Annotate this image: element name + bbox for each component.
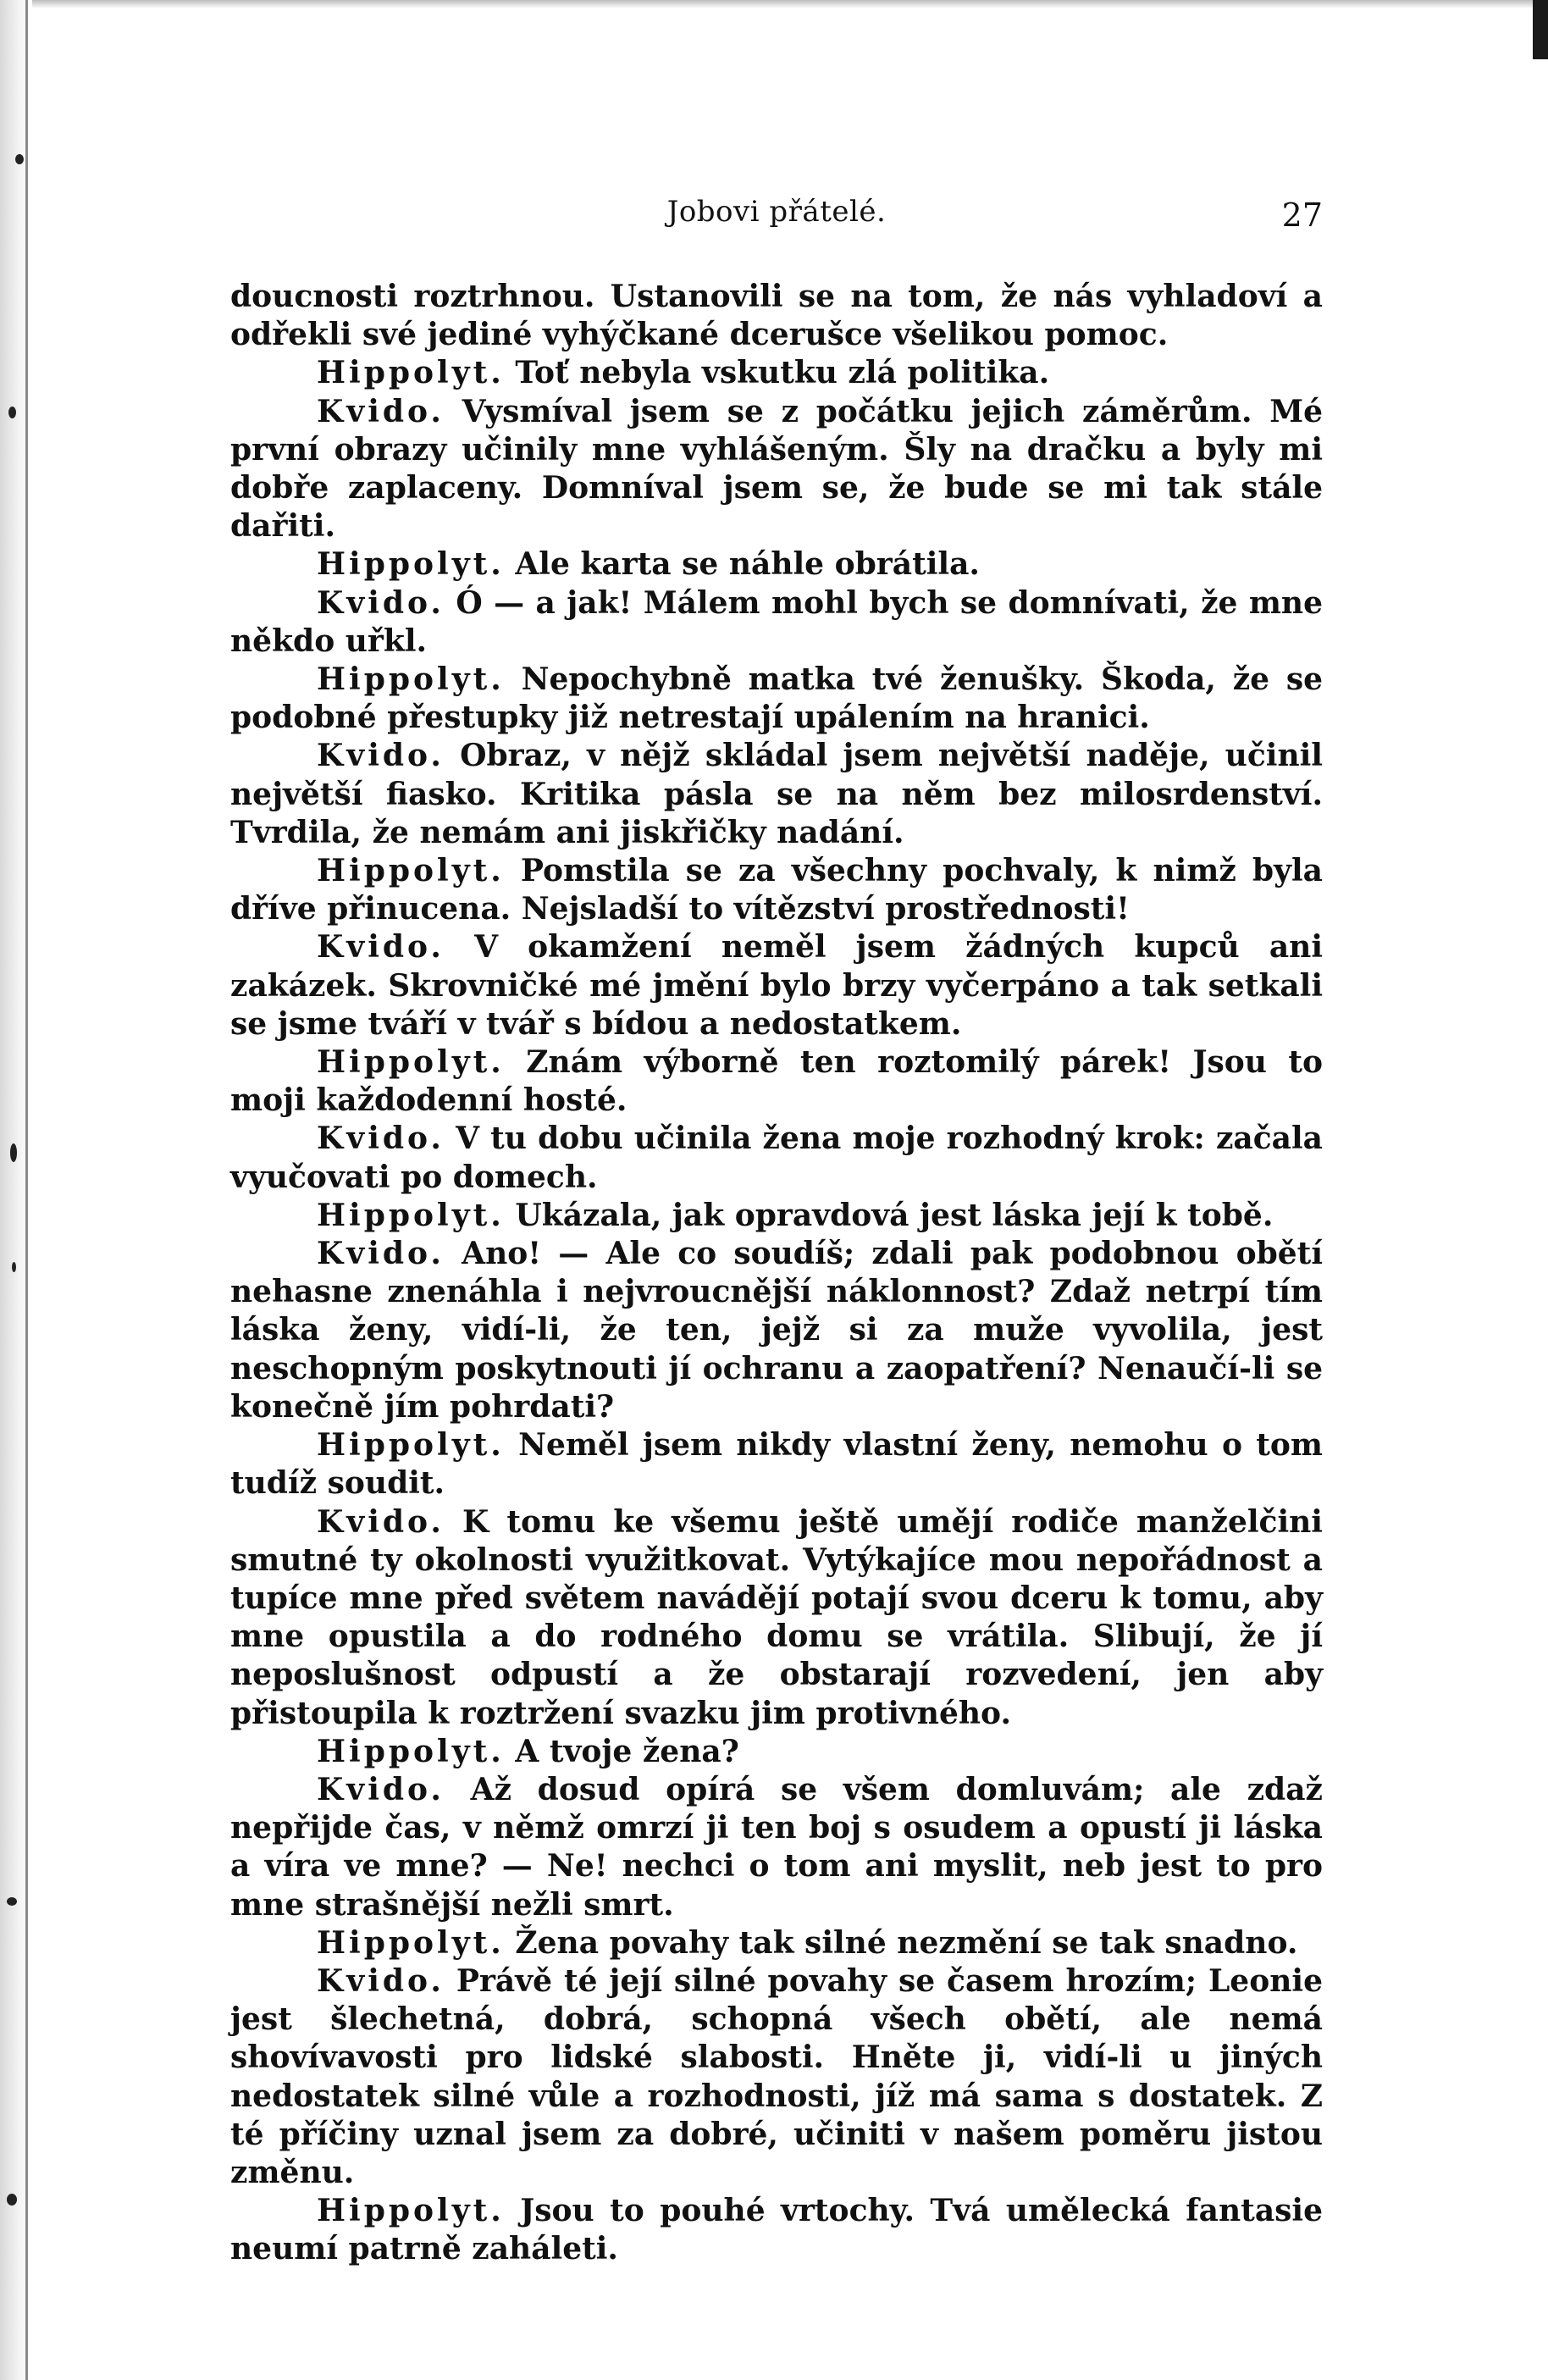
speaker-name: Hippolyt. [317,853,505,889]
scan-speck [10,1143,17,1162]
scan-speck [15,154,24,164]
scan-speck [7,1897,17,1906]
speaker-name: Hippolyt. [317,2193,505,2229]
dialogue-paragraph [230,1733,1323,1771]
dialogue-paragraph [230,2192,1323,2268]
paragraph-text: Ale karta se náhle obrátila. [515,546,980,583]
page-header [230,191,1323,234]
paragraph-text: doucnosti roztrhnou. Ustanovili se na tom, že nás vyhladoví a odřekli své jediné vyhýčkané dcerušce všelikou pomoc. [230,279,1323,353]
paragraph-text: Žena povahy tak silné nezmění se tak snadno. [515,1924,1298,1961]
speaker-name: Hippolyt. [317,1044,505,1081]
speaker-name: Kvido. [317,1962,445,1999]
speaker-name: Hippolyt. [317,1197,505,1233]
dialogue-paragraph [230,1426,1323,1503]
speaker-name: Hippolyt. [317,546,505,583]
body-text [230,278,1323,2269]
dialogue-paragraph [230,1924,1323,1962]
speaker-name: Hippolyt. [317,355,505,391]
paragraph-text: Pomstila se za všechny pochvaly, k nimž byla dříve přinucena. Nejsladší to vítězství prostřednosti! [230,853,1323,927]
paragraph-text: V okamžení neměl jsem žádných kupců ani zakázek. Skrovničké mé jmění bylo brzy vyčerpáno a tak setkali se jsme tváří v tvář s bídou a nedostatkem. [230,929,1323,1042]
speaker-name: Hippolyt. [317,1924,505,1961]
speaker-name: Hippolyt. [317,661,505,698]
dialogue-paragraph [230,1197,1323,1235]
paragraph-text: Toť nebyla vskutku zlá politika. [515,355,1050,391]
dialogue-paragraph [230,928,1323,1043]
speaker-name: Kvido. [317,1503,445,1540]
speaker-name: Kvido. [317,584,445,621]
continued-paragraph [230,278,1323,354]
dialogue-paragraph [230,354,1323,392]
paragraph-text: Neměl jsem nikdy vlastní ženy, nemohu o tom tudíž soudit. [230,1427,1323,1502]
paragraph-text: Ó — a jak! Málem mohl bych se domnívati, že mne někdo uřkl. [230,584,1323,659]
speaker-name: Hippolyt. [317,1733,505,1769]
paragraph-text: Obraz, v nějž skládal jsem největší naděje, učinil největší fiasko. Kritika pásla se na něm bez milosrdenství. Tvrdila, že nemám ani jiskřičky nadání. [230,738,1323,850]
paragraph-text: Právě té její silné povahy se časem hrozím; Leonie jest šlechetná, dobrá, schopná všech obětí, ale nemá shovívavosti pro lidské slabosti. Hněte ji, vidí-li u jiných nedostatek silné vůle a rozhodnosti, jíž má sama s dostatek. Z té příčiny uznal jsem za dobré, učiniti v našem poměru jistou změnu. [230,1962,1323,2190]
speaker-name: Kvido. [317,393,445,429]
dialogue-paragraph [230,393,1323,546]
page-top-edge [0,0,1548,8]
speaker-name: Hippolyt. [317,1427,505,1464]
dialogue-paragraph [230,1043,1323,1120]
speaker-name: Kvido. [317,1771,445,1807]
dialogue-paragraph [230,1235,1323,1426]
paragraph-text: Vysmíval jsem se z počátku jejich záměrům. Mé první obrazy učinily mne vyhlášeným. Šly na dračku a byly mi dobře zaplaceny. Domníval jsem se, že bude se mi tak stále dařiti. [230,393,1323,545]
paragraph-text: Znám výborně ten roztomilý párek! Jsou to moji každodenní hosté. [230,1044,1323,1119]
paragraph-text: Ano! — Ale co soudíš; zdali pak podobnou obětí nehasne znenáhla i nejvroucnější náklonnost? Zdaž netrpí tím láska ženy, vidí-li, že ten, jejž si za muže vyvolila, jest neschopným poskytnouti jí ochranu a zaopatření? Nenaučí-li se konečně jím pohrdati? [230,1236,1323,1425]
scan-speck [12,1262,16,1272]
dialogue-paragraph [230,584,1323,661]
dialogue-paragraph [230,852,1323,928]
paragraph-text: Ukázala, jak opravdová jest láska její k tobě. [515,1197,1274,1233]
speaker-name: Kvido. [317,929,445,966]
paragraph-text: V tu dobu učinila žena moje rozhodný krok: začala vyučovati po domech. [230,1121,1323,1195]
speaker-name: Kvido. [317,738,445,774]
paragraph-text: K tomu ke všemu ještě umějí rodiče manželčini smutné ty okolnosti využitkovat. Vytýkajíce mou nepořádnost a tupíce mne před světem navádějí potají svou dceru k tomu, aby mne opustila a do rodného domu se vrátila. Slibují, že jí neposlušnost odpustí a že obstarají rozvedení, jen aby přistoupila k roztržení svazku jim protivného. [230,1503,1323,1731]
speaker-name: Kvido. [317,1236,445,1272]
paragraph-text: Jsou to pouhé vrtochy. Tvá umělecká fantasie neumí patrně zaháleti. [230,2193,1323,2267]
dialogue-paragraph [230,1120,1323,1196]
speaker-name: Kvido. [317,1121,445,1157]
dialogue-paragraph [230,1771,1323,1924]
dialogue-paragraph [230,545,1323,584]
scan-speck [7,2194,17,2206]
page-binding-line [25,0,28,2380]
paragraph-text: Až dosud opírá se všem domluvám; ale zdaž nepřijde čas, v němž omrzí ji ten boj s osudem a opustí ji láska a víra ve mne? — Ne! nechci o tom ani myslit, neb jest to pro mne strašnější nežli smrt. [230,1771,1323,1923]
page-number: 27 [1281,196,1323,234]
scan-corner-mark [1533,0,1548,59]
paragraph-text: Nepochybně matka tvé ženušky. Škoda, že se podobné přestupky již netrestají upálením na hranici. [230,661,1323,736]
scan-speck [8,407,16,418]
dialogue-paragraph [230,737,1323,852]
dialogue-paragraph [230,661,1323,737]
dialogue-paragraph [230,1962,1323,2192]
running-title: Jobovi přátelé. [666,195,887,229]
dialogue-paragraph [230,1503,1323,1733]
paragraph-text: A tvoje žena? [515,1733,739,1769]
